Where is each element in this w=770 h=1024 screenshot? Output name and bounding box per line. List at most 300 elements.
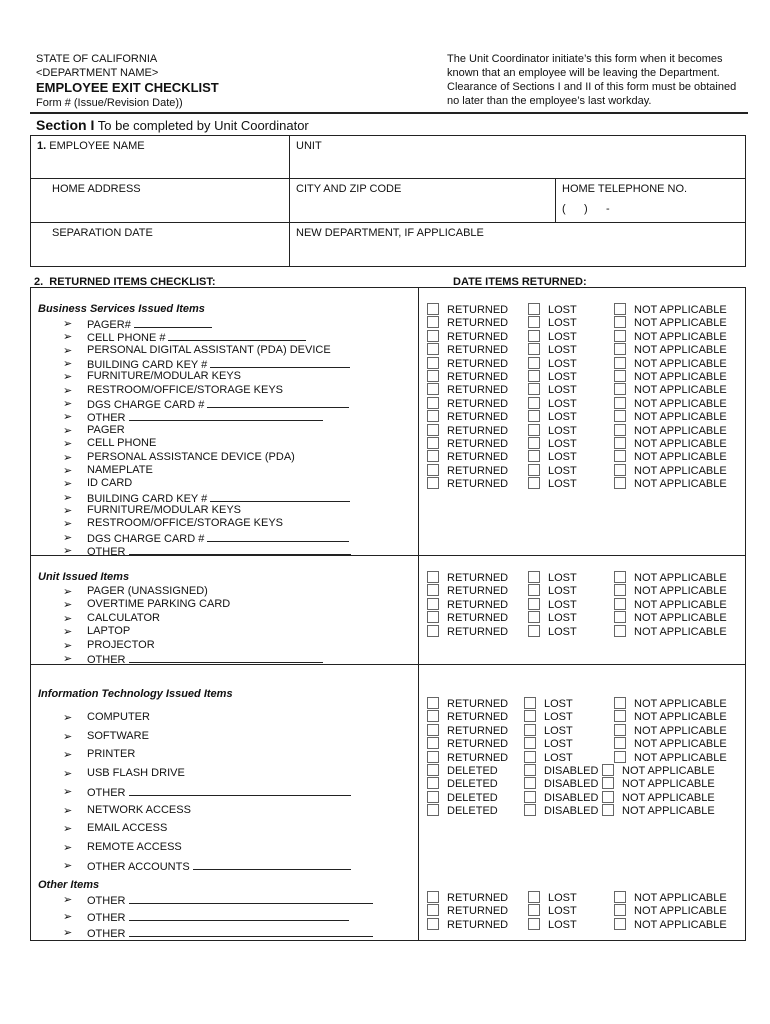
checkbox-option[interactable] [614, 625, 727, 638]
checkbox[interactable] [528, 477, 540, 489]
checkbox-option[interactable] [614, 904, 727, 917]
checkbox[interactable] [524, 804, 536, 816]
bullet-arrow-icon: ➢ [63, 823, 73, 835]
instructions-text: The Unit Coordinator initiate’s this form when it becomes known that an employee will be leaving the Department. Clearance of Sections I and II of this form must be obtained no later than the employee’s last workday. [447, 53, 737, 107]
item-label [87, 612, 160, 624]
checkbox[interactable] [528, 383, 540, 395]
option-label: LOST [548, 598, 577, 611]
checkbox[interactable] [528, 316, 540, 328]
checkbox[interactable] [528, 330, 540, 342]
header-divider [30, 112, 748, 114]
checkbox[interactable] [427, 710, 439, 722]
option-label: LOST [544, 711, 573, 724]
bullet-arrow-icon: ➢ [63, 371, 73, 384]
checkbox-option[interactable] [427, 437, 508, 450]
checkbox-option[interactable] [427, 424, 508, 437]
checkbox[interactable] [614, 437, 626, 449]
option-label: RETURNED [447, 918, 509, 931]
checkbox[interactable] [614, 410, 626, 422]
bullet-arrow-icon: ➢ [63, 653, 73, 665]
checkbox-option[interactable] [614, 450, 727, 463]
employee-name-field[interactable] [31, 136, 289, 178]
checkbox-option[interactable] [614, 697, 727, 710]
checkbox-option[interactable] [528, 584, 577, 597]
checkbox-option[interactable] [524, 791, 598, 804]
checkbox-option[interactable] [528, 625, 577, 638]
checkbox-option[interactable] [614, 370, 727, 383]
checkbox-option[interactable] [524, 710, 573, 723]
option-label: NOT APPLICABLE [634, 384, 727, 397]
checkbox[interactable] [614, 584, 626, 596]
checkbox-option[interactable] [602, 804, 715, 817]
checkbox[interactable] [427, 611, 439, 623]
checkbox[interactable] [614, 424, 626, 436]
checkbox[interactable] [427, 584, 439, 596]
checkbox-option[interactable] [614, 584, 727, 597]
checkbox-option[interactable] [528, 410, 577, 423]
item-label [87, 504, 241, 516]
item-label [87, 652, 323, 666]
checkbox-option[interactable] [524, 777, 598, 790]
checkbox-option[interactable] [614, 303, 727, 316]
checkbox[interactable] [524, 737, 536, 749]
checkbox-option[interactable] [528, 330, 577, 343]
option-label: RETURNED [447, 625, 509, 638]
option-label: RETURNED [447, 892, 509, 904]
checkbox-option[interactable] [524, 724, 573, 737]
checkbox[interactable] [602, 804, 614, 816]
checkbox[interactable] [528, 571, 540, 583]
checkbox[interactable] [528, 370, 540, 382]
item-text: BUILDING CARD KEY # [87, 492, 208, 505]
checkbox[interactable] [528, 891, 540, 903]
checkbox-option[interactable] [427, 464, 508, 477]
checkbox-option[interactable] [614, 611, 727, 624]
checkbox[interactable] [528, 437, 540, 449]
checkbox-option[interactable] [528, 598, 577, 611]
item-label [87, 804, 191, 816]
checkbox[interactable] [614, 918, 626, 930]
checkbox-option[interactable] [528, 397, 577, 410]
checkbox[interactable] [524, 751, 536, 763]
checkbox[interactable] [602, 764, 614, 776]
checkbox-option[interactable] [427, 383, 508, 396]
phone-format: ( ) - [562, 203, 610, 215]
checkbox[interactable] [614, 598, 626, 610]
option-label: NOT APPLICABLE [634, 572, 727, 584]
column-divider [418, 288, 419, 940]
checkbox[interactable] [614, 625, 626, 637]
blank-line[interactable] [134, 317, 212, 328]
checkbox-option[interactable] [528, 370, 577, 383]
checkbox[interactable] [427, 464, 439, 476]
item-text: CELL PHONE [87, 437, 157, 450]
bullet-arrow-icon: ➢ [63, 451, 73, 464]
checkbox[interactable] [528, 625, 540, 637]
item-text: CELL PHONE # [87, 332, 166, 345]
item-label [87, 544, 351, 558]
bullet-arrow-icon: ➢ [63, 860, 73, 872]
blank-line[interactable] [129, 544, 351, 555]
checkbox-option[interactable] [528, 891, 577, 904]
checkbox-option[interactable] [427, 450, 508, 463]
checkbox[interactable] [614, 724, 626, 736]
checkbox[interactable] [427, 357, 439, 369]
checkbox-option[interactable] [614, 918, 727, 931]
option-label: NOT APPLICABLE [634, 698, 727, 710]
checkbox-option[interactable] [427, 370, 508, 383]
option-label: NOT APPLICABLE [634, 598, 727, 611]
bullet-arrow-icon: ➢ [63, 344, 73, 357]
item-label [87, 926, 373, 940]
checkbox[interactable] [427, 571, 439, 583]
checkbox-option[interactable] [427, 357, 508, 370]
checkbox[interactable] [528, 450, 540, 462]
option-label: NOT APPLICABLE [622, 791, 715, 804]
checkbox-option[interactable] [427, 477, 508, 490]
checkbox[interactable] [614, 611, 626, 623]
checkbox[interactable] [614, 710, 626, 722]
option-label: NOT APPLICABLE [622, 765, 715, 777]
checkbox-option[interactable] [528, 611, 577, 624]
checkbox[interactable] [528, 343, 540, 355]
bullet-arrow-icon: ➢ [63, 927, 73, 939]
checkbox-option[interactable] [427, 697, 508, 710]
checkbox-option[interactable] [614, 357, 727, 370]
checkbox-option[interactable] [614, 410, 727, 423]
checkbox[interactable] [614, 370, 626, 382]
checkbox[interactable] [524, 697, 536, 709]
checkbox-option[interactable] [614, 464, 727, 477]
blank-line[interactable] [210, 491, 350, 502]
checkbox-option[interactable] [614, 571, 727, 584]
checkbox[interactable] [427, 891, 439, 903]
checkbox[interactable] [427, 598, 439, 610]
checkbox[interactable] [427, 791, 439, 803]
blank-line[interactable] [168, 330, 306, 341]
checkbox-option[interactable] [602, 777, 715, 790]
checkbox[interactable] [602, 777, 614, 789]
item-text: LAPTOP [87, 625, 131, 638]
checkbox[interactable] [524, 710, 536, 722]
checkbox-option[interactable] [528, 303, 577, 316]
checkbox[interactable] [528, 303, 540, 315]
blank-line[interactable] [207, 531, 349, 542]
checkbox[interactable] [427, 343, 439, 355]
separation-date-label: SEPARATION DATE [52, 227, 153, 239]
checkbox[interactable] [614, 891, 626, 903]
checkbox[interactable] [427, 724, 439, 736]
department-label: <DEPARTMENT NAME> [36, 67, 159, 79]
checkbox[interactable] [528, 397, 540, 409]
option-label: DISABLED [544, 778, 599, 791]
item-text: REMOTE ACCESS [87, 840, 182, 853]
checkbox-option[interactable] [427, 625, 508, 638]
blank-line[interactable] [129, 893, 373, 904]
checkbox-option[interactable] [602, 791, 715, 804]
bullet-arrow-icon: ➢ [63, 894, 73, 906]
checkbox-option[interactable] [528, 357, 577, 370]
checkbox-option[interactable] [524, 737, 573, 750]
checkbox-option[interactable] [614, 751, 727, 764]
checkbox-option[interactable] [614, 343, 727, 356]
checkbox[interactable] [427, 316, 439, 328]
checkbox[interactable] [427, 737, 439, 749]
checkbox-option[interactable] [614, 437, 727, 450]
checkbox[interactable] [528, 584, 540, 596]
checkbox-option[interactable] [427, 791, 498, 804]
checkbox[interactable] [427, 804, 439, 816]
option-label: RETURNED [447, 451, 509, 464]
unit-field[interactable] [289, 136, 745, 178]
item-label [87, 639, 155, 651]
option-label: LOST [548, 464, 577, 477]
checkbox-option[interactable] [427, 316, 508, 329]
blank-line[interactable] [129, 910, 349, 921]
checkbox-option[interactable] [427, 804, 498, 817]
option-label: NOT APPLICABLE [634, 330, 727, 343]
blank-line[interactable] [129, 926, 373, 937]
bullet-arrow-icon: ➢ [63, 841, 73, 854]
checkbox[interactable] [427, 410, 439, 422]
checkbox-option[interactable] [614, 710, 727, 723]
section-1-title [36, 117, 309, 133]
item-label [87, 437, 156, 449]
checkbox-option[interactable] [528, 424, 577, 437]
new-department-label: NEW DEPARTMENT, IF APPLICABLE [296, 227, 484, 239]
item-label [87, 585, 208, 597]
checkbox-option[interactable] [427, 343, 508, 356]
checkbox[interactable] [602, 791, 614, 803]
separation-date-field[interactable] [31, 223, 289, 266]
checkbox[interactable] [614, 464, 626, 476]
checkbox-option[interactable] [427, 918, 508, 931]
checkbox[interactable] [528, 598, 540, 610]
checkbox[interactable] [614, 316, 626, 328]
checkbox[interactable] [614, 330, 626, 342]
item-label [87, 330, 306, 344]
checkbox-option[interactable] [524, 697, 573, 710]
bullet-arrow-icon: ➢ [63, 786, 73, 798]
option-label: RETURNED [447, 905, 509, 918]
checkbox-option[interactable] [427, 611, 508, 624]
checkbox[interactable] [427, 437, 439, 449]
checkbox[interactable] [528, 611, 540, 623]
option-label: LOST [548, 892, 577, 904]
checkbox[interactable] [614, 751, 626, 763]
item-text: COMPUTER [87, 711, 150, 723]
checkbox[interactable] [614, 303, 626, 315]
option-label: RETURNED [447, 371, 509, 383]
checkbox-option[interactable] [427, 330, 508, 343]
checkbox[interactable] [614, 904, 626, 916]
blank-line[interactable] [129, 410, 323, 421]
checkbox[interactable] [614, 343, 626, 355]
checkbox[interactable] [528, 424, 540, 436]
item-number: 1. [37, 140, 47, 152]
checkbox[interactable] [528, 464, 540, 476]
checkbox[interactable] [524, 777, 536, 789]
checkbox[interactable] [524, 724, 536, 736]
checkbox[interactable] [524, 791, 536, 803]
checkbox[interactable] [614, 571, 626, 583]
checkbox[interactable] [427, 370, 439, 382]
checkbox[interactable] [614, 697, 626, 709]
checkbox-option[interactable] [528, 450, 577, 463]
item-label [87, 893, 373, 907]
checkbox[interactable] [427, 477, 439, 489]
row-separation [31, 223, 745, 267]
checkbox[interactable] [524, 764, 536, 776]
city-zip-field[interactable] [289, 179, 555, 222]
bullet-arrow-icon: ➢ [63, 424, 73, 437]
checkbox[interactable] [427, 450, 439, 462]
checkbox-option[interactable] [528, 316, 577, 329]
option-label: RETURNED [447, 711, 509, 724]
checkbox[interactable] [427, 303, 439, 315]
checkbox-option[interactable] [427, 764, 498, 777]
checkbox-option[interactable] [524, 751, 573, 764]
checkbox-option[interactable] [614, 598, 727, 611]
option-label: NOT APPLICABLE [634, 585, 727, 598]
checkbox-option[interactable] [427, 891, 508, 904]
checkbox[interactable] [528, 410, 540, 422]
checkbox[interactable] [427, 383, 439, 395]
checkbox-option[interactable] [614, 383, 727, 396]
checkbox[interactable] [427, 751, 439, 763]
item-label [87, 711, 150, 723]
checkbox-option[interactable] [614, 397, 727, 410]
checkbox-option[interactable] [602, 764, 715, 777]
checkbox-option[interactable] [427, 710, 508, 723]
home-phone-label: HOME TELEPHONE NO. [562, 183, 688, 195]
checkbox-option[interactable] [524, 804, 598, 817]
checkbox[interactable] [614, 357, 626, 369]
bullet-arrow-icon: ➢ [63, 544, 73, 557]
option-label: NOT APPLICABLE [634, 411, 727, 424]
checkbox-option[interactable] [614, 891, 727, 904]
option-label: DISABLED [544, 765, 599, 777]
option-label: LOST [548, 371, 577, 383]
option-label: RETURNED [447, 438, 509, 450]
checkbox[interactable] [427, 764, 439, 776]
checkbox[interactable] [427, 330, 439, 342]
checkbox[interactable] [427, 424, 439, 436]
checkbox-option[interactable] [614, 724, 727, 737]
checkbox[interactable] [614, 737, 626, 749]
item-label [87, 517, 283, 529]
bullet-arrow-icon: ➢ [63, 478, 73, 491]
form-number: Form # (Issue/Revision Date)) [36, 97, 183, 109]
checkbox-option[interactable] [427, 777, 498, 790]
item-text: OTHER [87, 654, 126, 666]
option-label: NOT APPLICABLE [634, 478, 727, 491]
bullet-arrow-icon: ➢ [63, 438, 73, 451]
checkbox[interactable] [614, 383, 626, 395]
checkbox-option[interactable] [528, 383, 577, 396]
bullet-arrow-icon: ➢ [63, 712, 73, 724]
blank-line[interactable] [129, 652, 323, 663]
checkbox-option[interactable] [528, 437, 577, 450]
blank-line[interactable] [210, 357, 350, 368]
blank-line[interactable] [129, 785, 351, 796]
checkbox-option[interactable] [614, 316, 727, 329]
checkbox[interactable] [427, 397, 439, 409]
checkbox[interactable] [528, 357, 540, 369]
checkbox[interactable] [614, 397, 626, 409]
option-label: LOST [548, 357, 577, 370]
new-department-field[interactable] [289, 223, 745, 266]
checkbox-option[interactable] [427, 397, 508, 410]
item-label [87, 859, 351, 873]
item-label [87, 491, 350, 505]
checkbox[interactable] [528, 904, 540, 916]
checkbox-option[interactable] [528, 343, 577, 356]
checkbox[interactable] [427, 625, 439, 637]
option-label: LOST [544, 698, 573, 710]
option-label: RETURNED [447, 330, 509, 343]
checkbox-option[interactable] [614, 424, 727, 437]
checkbox[interactable] [427, 777, 439, 789]
checkbox-option[interactable] [427, 571, 508, 584]
item-text: OTHER ACCOUNTS [87, 861, 190, 873]
checkbox-option[interactable] [528, 904, 577, 917]
bullet-arrow-icon: ➢ [63, 464, 73, 477]
checkbox-option[interactable] [427, 584, 508, 597]
bullet-arrow-icon: ➢ [63, 384, 73, 397]
option-label: LOST [548, 304, 577, 316]
option-label: NOT APPLICABLE [634, 397, 727, 410]
item-text: USB FLASH DRIVE [87, 766, 185, 779]
checkbox-option[interactable] [427, 724, 508, 737]
option-label: NOT APPLICABLE [634, 918, 727, 931]
home-phone-field[interactable] [555, 179, 745, 222]
blank-line[interactable] [193, 859, 351, 870]
option-label: DISABLED [544, 805, 599, 818]
checkbox-option[interactable] [427, 598, 508, 611]
checkbox-option[interactable] [614, 330, 727, 343]
item-text: EMAIL ACCESS [87, 822, 168, 834]
option-label: RETURNED [447, 304, 509, 316]
checkbox-option[interactable] [427, 303, 508, 316]
checkbox[interactable] [528, 918, 540, 930]
blank-line[interactable] [207, 397, 349, 408]
checkbox-option[interactable] [427, 410, 508, 423]
item-label [87, 410, 323, 424]
item-label [87, 317, 212, 331]
item-text: CALCULATOR [87, 611, 160, 624]
checkbox-option[interactable] [427, 904, 508, 917]
option-label: LOST [548, 438, 577, 450]
home-address-field[interactable] [31, 179, 289, 222]
checkbox[interactable] [427, 918, 439, 930]
checkbox-option[interactable] [614, 737, 727, 750]
checkbox-option[interactable] [528, 464, 577, 477]
checkbox-option[interactable] [528, 918, 577, 931]
checkbox[interactable] [614, 477, 626, 489]
bullet-arrow-icon: ➢ [63, 804, 73, 817]
checkbox-option[interactable] [614, 477, 727, 490]
checkbox-option[interactable] [524, 764, 598, 777]
checkbox-option[interactable] [528, 571, 577, 584]
checkbox[interactable] [614, 450, 626, 462]
checkbox[interactable] [427, 697, 439, 709]
checkbox-option[interactable] [427, 737, 508, 750]
checkbox-option[interactable] [528, 477, 577, 490]
bullet-arrow-icon: ➢ [63, 599, 73, 612]
checkbox[interactable] [427, 904, 439, 916]
checkbox-option[interactable] [427, 751, 508, 764]
